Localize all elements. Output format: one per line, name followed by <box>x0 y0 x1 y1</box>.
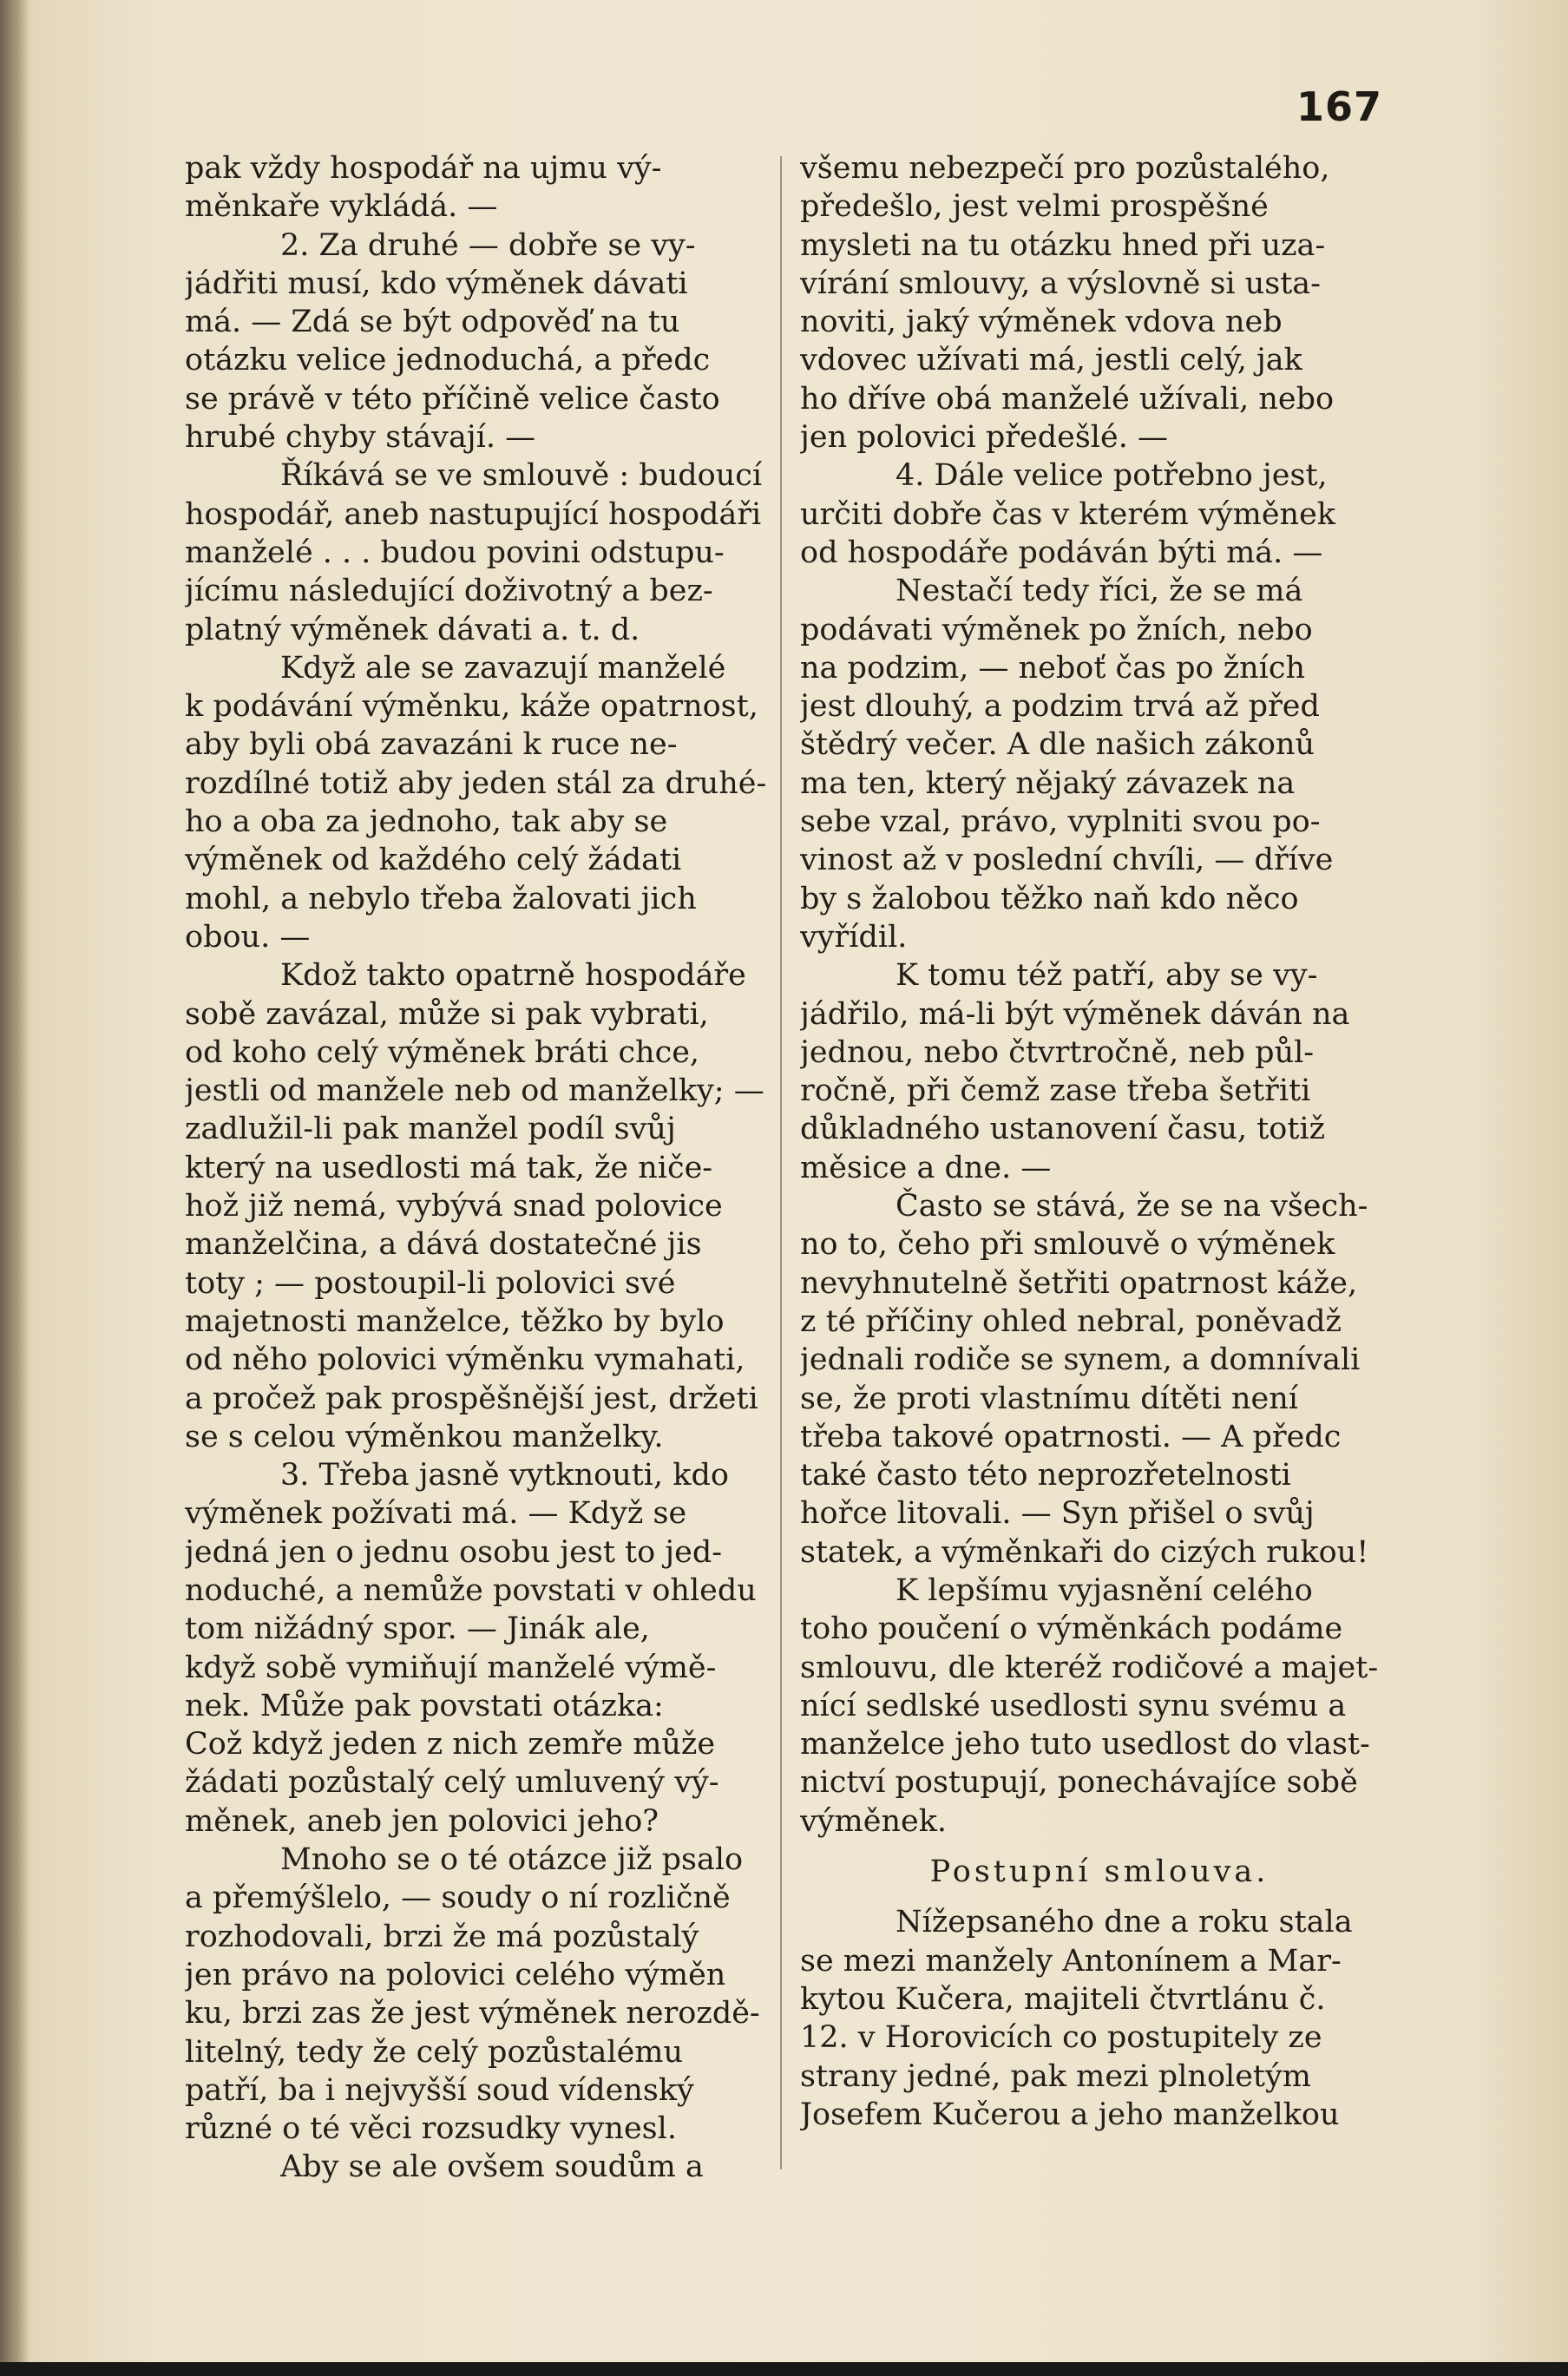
right-column <box>800 149 1399 2134</box>
text-line: všemu nebezpečí pro pozůstalého, <box>800 151 1330 186</box>
text-line: třeba takové opatrnosti. — A předc <box>800 1419 1342 1454</box>
text-line: jedná jen o jednu osobu jest to jed- <box>185 1534 723 1570</box>
text-line: Nížepsaného dne a roku stala <box>896 1905 1353 1940</box>
text-line: manželce jeho tuto usedlost do vlast- <box>800 1727 1370 1762</box>
text-line: hospodář, aneb nastupující hospodáři <box>185 496 762 532</box>
text-line: jest dlouhý, a podzim trvá až před <box>800 689 1320 725</box>
text-line: a přemýšlelo, — soudy o ní rozličně <box>185 1880 731 1916</box>
text-line: kytou Kučera, majiteli čtvrtlánu č. <box>800 1981 1326 2017</box>
text-line: od hospodáře podáván býti má. — <box>800 535 1323 570</box>
text-line: zadlužil-li pak manžel podíl svůj <box>185 1112 676 1147</box>
text-line: toty ; — postoupil-li polovici své <box>185 1265 676 1301</box>
text-line: výměnek od každého celý žádati <box>185 843 682 878</box>
text-line: K tomu též patří, aby se vy- <box>896 958 1318 994</box>
text-line: a pročež pak prospěšnější jest, držeti <box>185 1381 758 1416</box>
page-number: 167 <box>1296 83 1382 130</box>
text-line: se mezi manžely Antonínem a Mar- <box>800 1943 1342 1979</box>
text-line: 2. Za druhé — dobře se vy- <box>280 227 696 263</box>
text-line: nící sedlské usedlosti synu svému a <box>800 1688 1347 1723</box>
text-line: K lepšímu vyjasnění celého <box>896 1572 1313 1608</box>
text-line: důkladného ustanovení času, totiž <box>800 1112 1326 1147</box>
text-line: měnkaře vykládá. — <box>185 189 498 225</box>
text-line: nek. Může pak povstati otázka: <box>185 1688 664 1723</box>
text-line: majetnosti manželce, těžko by bylo <box>185 1303 725 1339</box>
text-line: Kdož takto opatrně hospodáře <box>280 958 746 994</box>
text-line: manželé . . . budou povini odstupu- <box>185 535 725 570</box>
text-line: výměnek požívati má. — Když se <box>185 1496 687 1532</box>
text-line: Nestačí tedy říci, že se má <box>896 574 1303 609</box>
text-line: od koho celý výměnek bráti chce, <box>185 1034 700 1070</box>
page-bottom-edge <box>0 2362 1568 2376</box>
text-line: rozdílné totiž aby jeden stál za druhé- <box>185 765 767 801</box>
text-line: jádřiti musí, kdo výměnek dávati <box>185 266 688 301</box>
text-line: toho poučení o výměnkách podáme <box>800 1611 1343 1647</box>
text-line: jen polovici předešlé. — <box>800 420 1168 456</box>
text-line: jícímu následující doživotný a bez- <box>185 574 713 609</box>
text-line: mohl, a nebylo třeba žalovati jich <box>185 881 697 916</box>
text-line: pak vždy hospodář na ujmu vý- <box>185 151 662 186</box>
text-line: se právě v této příčině velice často <box>185 381 720 417</box>
text-line: se, že proti vlastnímu dítěti není <box>800 1381 1298 1416</box>
text-line: má. — Zdá se být odpověď na tu <box>185 305 680 340</box>
text-line: no to, čeho při smlouvě o výměnek <box>800 1227 1335 1263</box>
text-line: ma ten, který nějaký závazek na <box>800 765 1296 801</box>
text-line: ročně, při čemž zase třeba šetřiti <box>800 1073 1311 1109</box>
text-line: tom nižádný spor. — Jinák ale, <box>185 1611 650 1647</box>
text-line: Často se stává, že se na všech- <box>896 1189 1368 1224</box>
text-line: hrubé chyby stávají. — <box>185 420 536 456</box>
text-line: na podzim, — neboť čas po žních <box>800 650 1306 686</box>
text-line: od něho polovici výměnku vymahati, <box>185 1342 745 1378</box>
text-line: noviti, jaký výměnek vdova neb <box>800 305 1283 340</box>
text-line: Což když jeden z nich zemře může <box>185 1727 716 1762</box>
text-line: jestli od manžele neb od manželky; — <box>185 1073 764 1109</box>
text-line: by s žalobou těžko naň kdo něco <box>800 881 1299 916</box>
text-line: obou. — <box>185 919 311 955</box>
text-line: hož již nemá, vybývá snad polovice <box>185 1189 723 1224</box>
text-line: měnek, aneb jen polovici jeho? <box>185 1803 659 1839</box>
text-line: Když ale se zavazují manželé <box>280 650 726 686</box>
text-line: Aby se ale ovšem soudům a <box>280 2150 704 2185</box>
text-line: jednou, nebo čtvrtročně, neb půl- <box>800 1034 1315 1070</box>
text-line: jádřilo, má-li být výměnek dáván na <box>800 996 1350 1032</box>
text-line: 3. Třeba jasně vytknouti, kdo <box>280 1458 729 1493</box>
text-line: platný výměnek dávati a. t. d. <box>185 612 640 647</box>
text-line: vdovec užívati má, jestli celý, jak <box>800 343 1302 378</box>
text-line: Josefem Kučerou a jeho manželkou <box>800 2097 1340 2132</box>
text-line: jednali rodiče se synem, a domnívali <box>800 1342 1361 1378</box>
text-line: vírání smlouvy, a výslovně si usta- <box>800 266 1321 301</box>
text-line: výměnek. <box>800 1803 948 1839</box>
text-line: který na usedlosti má tak, že niče- <box>185 1150 713 1185</box>
text-line: měsice a dne. — <box>800 1150 1052 1185</box>
text-line: když sobě vymiňují manželé výmě- <box>185 1650 717 1685</box>
text-line: žádati pozůstalý celý umluvený vý- <box>185 1765 719 1801</box>
text-line: hořce litovali. — Syn přišel o svůj <box>800 1496 1315 1532</box>
text-line: statek, a výměnkaři do cizých rukou! <box>800 1534 1369 1570</box>
text-line: vyřídil. <box>800 919 908 955</box>
text-line: z té příčiny ohled nebral, poněvadž <box>800 1303 1342 1339</box>
text-line: se s celou výměnkou manželky. <box>185 1419 664 1454</box>
text-line: k podávání výměnku, káže opatrnost, <box>185 689 758 725</box>
text-line: noduché, a nemůže povstati v ohledu <box>185 1572 757 1608</box>
text-line: nevyhnutelně šetřiti opatrnost káže, <box>800 1265 1358 1301</box>
text-line: také často této neprozřetelnosti <box>800 1458 1291 1493</box>
text-line: otázku velice jednoduchá, a předc <box>185 343 711 378</box>
text-line: předešlo, jest velmi prospěšné <box>800 189 1269 225</box>
text-line: Mnoho se o té otázce již psalo <box>280 1842 744 1878</box>
text-line: strany jedné, pak mezi plnoletým <box>800 2058 1311 2094</box>
text-line: 4. Dále velice potřebno jest, <box>896 458 1328 494</box>
section-heading: Postupní smlouva. <box>929 1854 1269 1890</box>
text-line: smlouvu, dle kteréž rodičové a majet- <box>800 1650 1379 1685</box>
text-line: ku, brzi zas že jest výměnek nerozdě- <box>185 1996 760 2031</box>
text-line: manželčina, a dává dostatečné jis <box>185 1227 702 1263</box>
text-line: sebe vzal, právo, vyplniti svou po- <box>800 804 1321 840</box>
text-line: určiti dobře čas v kterém výměnek <box>800 496 1336 532</box>
text-line: jen právo na polovici celého výměn <box>185 1957 726 1992</box>
text-line: nictví postupují, ponechávajíce sobě <box>800 1765 1358 1801</box>
binding-shadow <box>0 0 30 2376</box>
text-line: aby byli obá zavazáni k ruce ne- <box>185 727 678 763</box>
text-line: štědrý večer. A dle našich zákonů <box>800 727 1315 763</box>
text-line: podávati výměnek po žních, nebo <box>800 612 1313 647</box>
text-line: 12. v Horovicích co postupitely ze <box>800 2020 1322 2056</box>
text-line: rozhodovali, brzi že má pozůstalý <box>185 1919 699 1954</box>
text-line: vinost až v poslední chvíli, — dříve <box>800 843 1334 878</box>
text-line: Říkává se ve smlouvě : budoucí <box>280 458 763 494</box>
text-line: litelný, tedy že celý pozůstalému <box>185 2034 684 2070</box>
text-line: ho dříve obá manželé užívali, nebo <box>800 381 1335 417</box>
left-column <box>185 149 784 2187</box>
text-line: sobě zavázal, může si pak vybrati, <box>185 996 709 1032</box>
text-line: patří, ba i nejvyšší soud vídenský <box>185 2072 694 2108</box>
text-line: mysleti na tu otázku hned při uza- <box>800 227 1326 263</box>
text-line: ho a oba za jednoho, tak aby se <box>185 804 668 840</box>
text-line: různé o té věci rozsudky vynesl. <box>185 2111 677 2147</box>
